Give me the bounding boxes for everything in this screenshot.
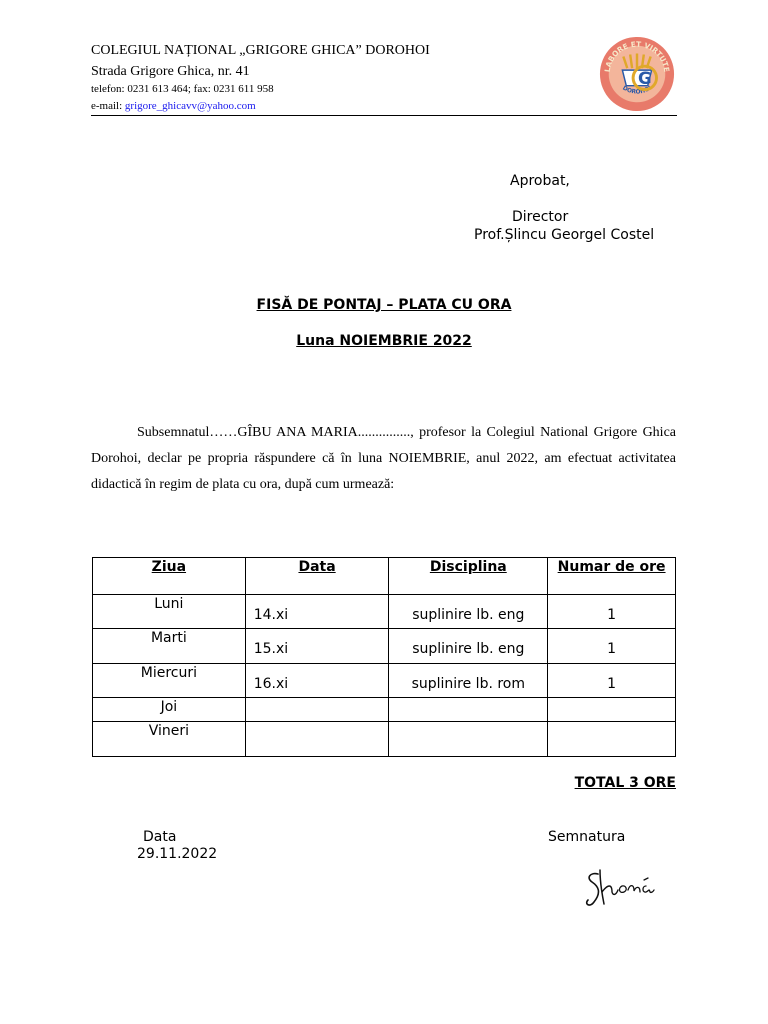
cell-date [245,698,389,722]
document-title: FISĂ DE PONTAJ – PLATA CU ORA [256,297,512,313]
cell-day: Marti [93,629,246,664]
cell-hours [548,722,676,757]
email-label: e-mail: [91,100,125,112]
cell-subject: suplinire lb. eng [389,629,548,664]
school-logo [598,35,676,113]
table-row [93,698,676,722]
logo-bottom-text: DOROHOI [621,85,653,96]
cell-day: Joi [93,698,246,722]
cell-subject: suplinire lb. eng [389,595,548,629]
cell-hours: 1 [548,595,676,629]
table-row [93,629,676,664]
cell-subject: suplinire lb. rom [389,664,548,698]
approval-name: Prof.Șlincu Georgel Costel [474,227,655,243]
approval-label: Aprobat, [510,173,570,189]
date-label: Data [143,829,177,845]
logo-top-text: LABORE ET VIRTUTE [602,39,672,73]
cell-date: 14.xi [245,595,389,629]
approval-role: Director [512,209,569,225]
table-row [93,664,676,698]
header-day: Ziua [93,558,246,595]
cell-date: 16.xi [245,664,389,698]
declaration-paragraph: Subsemnatul……GÎBU ANA MARIA..............., profesor la Colegiul National Grigore Ghica Dorohoi, declar pe propria răspundere că în luna NOIEMBRIE, anul 2022, am efectuat activitatea didactică în regim de plata cu ora, după cum urmează: [91,425,676,492]
cell-day: Luni [93,595,246,629]
header-subject: Disciplina [389,558,548,595]
table-header-row [93,558,676,595]
total-hours: TOTAL 3 ORE [574,775,676,791]
header-hours: Numar de ore [548,558,676,595]
cell-hours: 1 [548,664,676,698]
institution-phone: telefon: 0231 613 464; fax: 0231 611 958 [91,83,274,95]
handwritten-signature [580,862,660,912]
logo-letter: G [637,68,652,88]
cell-hours: 1 [548,629,676,664]
cell-hours [548,698,676,722]
header-divider [91,115,677,116]
table-row [93,722,676,757]
email-link[interactable]: grigore_ghicavv@yahoo.com [124,100,256,112]
institution-email-line [91,100,256,112]
cell-subject [389,722,548,757]
institution-name: COLEGIUL NAȚIONAL „GRIGORE GHICA” DOROHOI [91,43,430,58]
timesheet-table [92,557,676,757]
document-subtitle: Luna NOIEMBRIE 2022 [296,333,472,349]
header-date: Data [245,558,389,595]
cell-day: Miercuri [93,664,246,698]
institution-street: Strada Grigore Ghica, nr. 41 [91,64,250,79]
table-row [93,595,676,629]
cell-subject [389,698,548,722]
cell-date: 15.xi [245,629,389,664]
cell-day: Vineri [93,722,246,757]
date-value: 29.11.2022 [137,846,218,862]
signature-label: Semnatura [548,829,626,845]
cell-date [245,722,389,757]
